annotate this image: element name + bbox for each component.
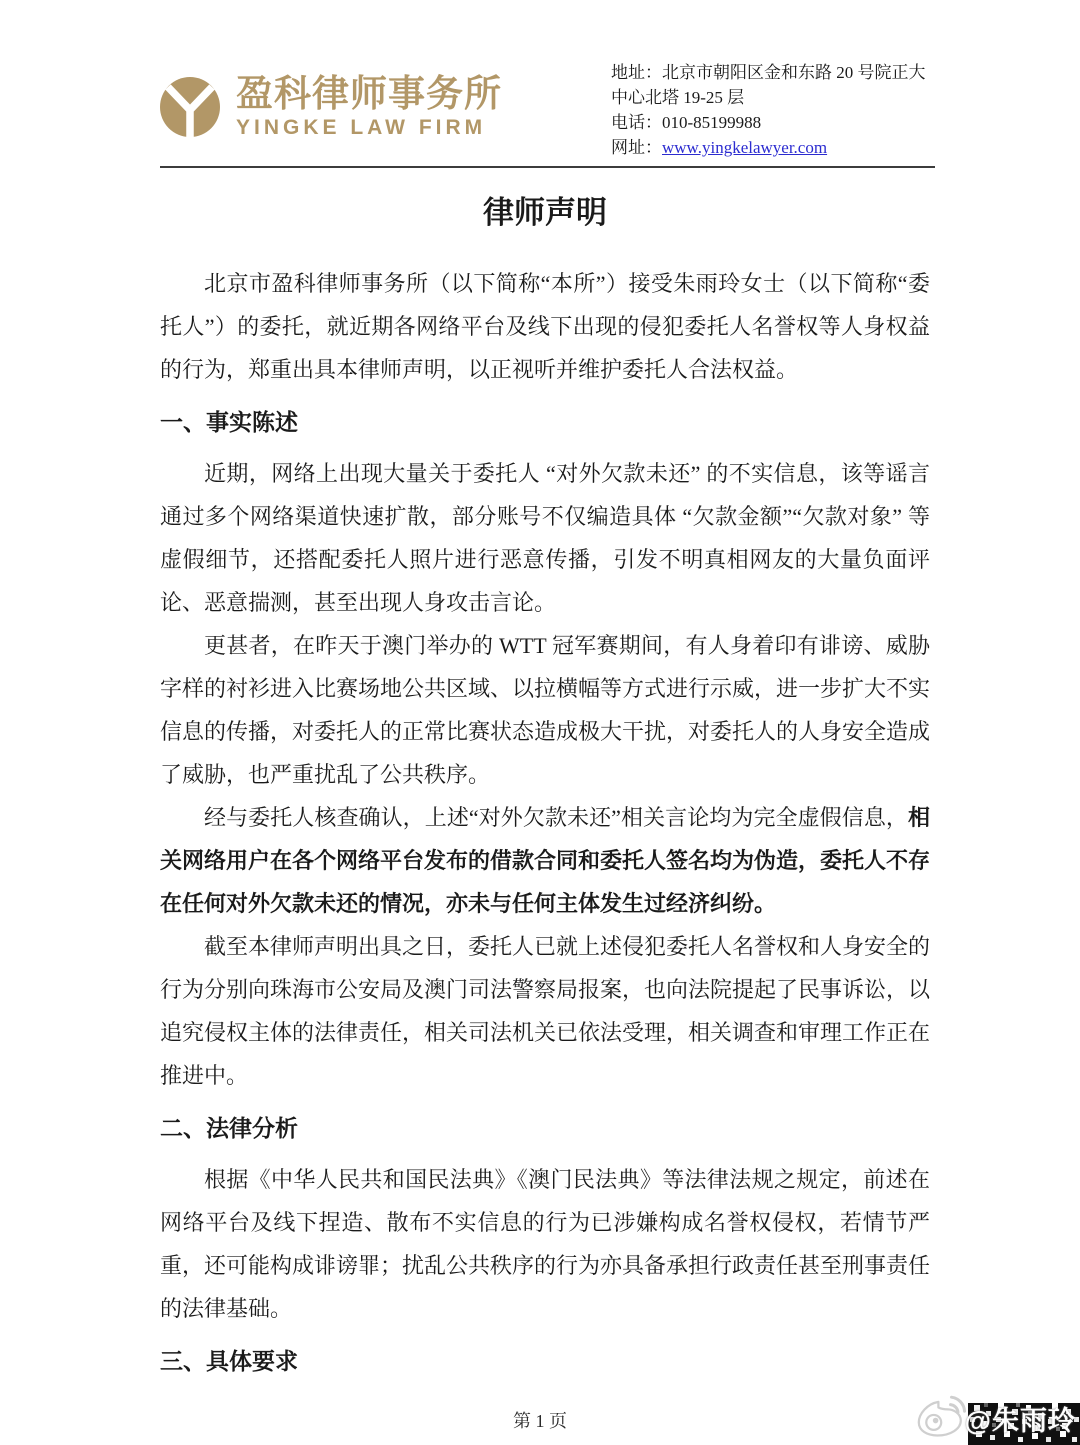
contact-phone	[611, 110, 935, 135]
contact-website	[611, 135, 935, 160]
watermark-handle: @朱雨玲	[964, 1406, 1076, 1436]
section1-paragraph2: 更甚者，在昨天于澳门举办的 WTT 冠军赛期间，有人身着印有诽谤、威胁字样的衬衫进入比赛场地公共区域、以拉横幅等方式进行示威，进一步扩大不实信息的传播，对委托人的正常比赛状态造成极大干扰，对委托人的人身安全造成了威胁，也严重扰乱了公共秩序。	[160, 633, 931, 787]
section2-paragraph1: 根据《中华人民共和国民法典》《澳门民法典》等法律法规之规定，前述在网络平台及线下捏造、散布不实信息的行为已涉嫌构成名誉权侵权，若情节严重，还可能构成诽谤罪；扰乱公共秩序的行为亦具备承担行政责任甚至刑事责任的法律基础。	[160, 1167, 931, 1321]
contact-address	[611, 60, 935, 110]
yingke-logo-icon	[160, 77, 220, 137]
phone-label: 电话：	[611, 113, 662, 132]
website-label: 网址：	[611, 138, 662, 157]
letterhead	[0, 0, 1080, 160]
contact-info	[611, 60, 935, 160]
address-value: 北京市朝阳区金和东路 20 号院正大中心北塔 19-25 层	[611, 63, 926, 107]
firm-name-cn: 盈科律师事务所	[236, 73, 502, 114]
section1-heading: 一、事实陈述	[160, 409, 298, 435]
document-body	[0, 194, 1080, 1383]
weibo-icon	[916, 1389, 972, 1439]
document-title: 律师声明	[483, 195, 607, 230]
page-number: 第 1 页	[513, 1411, 567, 1431]
section1-paragraph1: 近期，网络上出现大量关于委托人 “对外欠款未还” 的不实信息，该等谣言通过多个网络渠道快速扩散，部分账号不仅编造具体 “欠款金额”“欠款对象” 等虚假细节，还搭配委托人照片进行恶意传播，引发不明真相网友的大量负面评论、恶意揣测，甚至出现人身攻击言论。	[160, 461, 930, 615]
section1-paragraph3-bold: 相关网络用户在各个网络平台发布的借款合同和委托人签名均为伪造，委托人不存在任何对外欠款未还的情况，亦未与任何主体发生过经济纠纷。	[160, 805, 931, 916]
watermark-area	[890, 1383, 1080, 1445]
section1-paragraph3-normal: 经与委托人核查确认，上述“对外欠款未还”相关言论均为完全虚假信息，	[204, 805, 908, 830]
section3-heading: 三、具体要求	[160, 1348, 298, 1374]
firm-logo	[160, 74, 502, 140]
firm-name	[236, 74, 502, 140]
phone-value: 010-85199988	[662, 113, 762, 132]
address-label: 地址：	[611, 63, 662, 82]
firm-name-en: YINGKE LAW FIRM	[236, 116, 487, 139]
website-link[interactable]: www.yingkelawyer.com	[662, 138, 828, 157]
section1-paragraph3	[160, 796, 930, 925]
section1-paragraph4: 截至本律师声明出具之日，委托人已就上述侵犯委托人名誉权和人身安全的行为分别向珠海市公安局及澳门司法警察局报案，也向法院提起了民事诉讼，以追究侵权主体的法律责任，相关司法机关已依法受理，相关调查和审理工作正在推进中。	[160, 934, 931, 1088]
section2-heading: 二、法律分析	[160, 1115, 298, 1141]
intro-paragraph: 北京市盈科律师事务所（以下简称“本所”）接受朱雨玲女士（以下简称“委托人”）的委托，就近期各网络平台及线下出现的侵犯委托人名誉权等人身权益的行为，郑重出具本律师声明，以正视听并维护委托人合法权益。	[160, 271, 930, 382]
header-divider	[160, 166, 935, 168]
